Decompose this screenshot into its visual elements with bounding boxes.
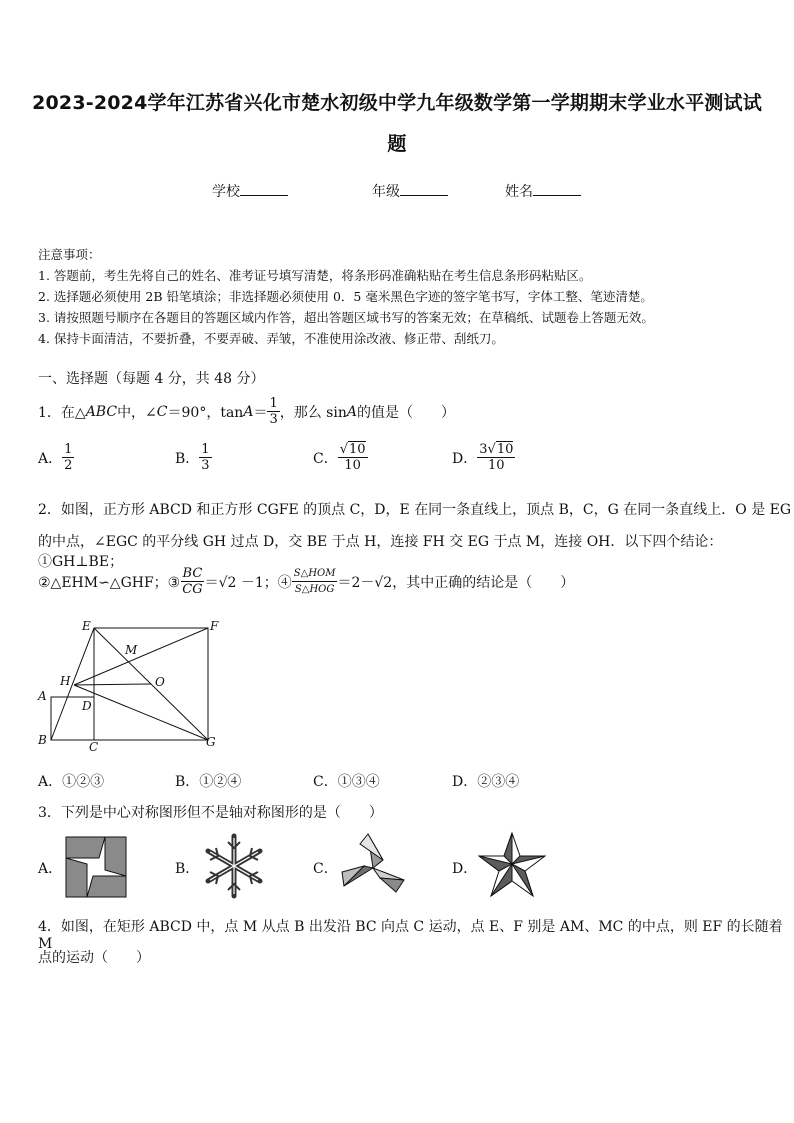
q1-option-d[interactable]: D． $\frac{3√10}{10}$: [452, 442, 514, 473]
notice-item: 4. 保持卡面清洁，不要折叠，不要弄破、弄皱，不准使用涂改液、修正带、刮纸刀。: [38, 331, 504, 346]
notice-item: 2. 选择题必须使用 2B 铅笔填涂；非选择题必须使用 0．5 毫米黑色字迹的签字笔书写，字体工整、笔迹清楚。: [38, 289, 653, 304]
three-blade-figure[interactable]: [338, 830, 408, 900]
star-figure[interactable]: [476, 830, 548, 900]
q2-option-a[interactable]: A．①②③: [38, 774, 105, 790]
question-4-line2: 点的运动（ ）: [38, 950, 150, 966]
bc-cg-fraction: $\frac{BC}{CG}$: [182, 566, 203, 597]
label-f: F: [210, 619, 219, 633]
question-2-line2: 的中点，∠EGC 的平分线 GH 过点 D，交 BE 于点 H，连接 FH 交 EG 于点 M，连接 OH．以下四个结论：①GH⊥BE；: [38, 534, 723, 570]
notice-item: 3. 请按照题号顺序在各题目的答题区域内作答，超出答题区域书写的答案无效；在草稿纸、试题卷上答题无效。: [38, 310, 654, 325]
page-title-continued: 题: [387, 133, 407, 155]
q3-option-a-label[interactable]: A．: [38, 861, 63, 877]
q2-geometry-figure: [34, 618, 224, 754]
question-2-line1: 2．如图，正方形 ABCD 和正方形 CGFE 的顶点 C，D，E 在同一条直线上，顶点 B，C，G 在同一条直线上．O 是 EG: [38, 502, 792, 518]
q3-option-c-label[interactable]: C．: [313, 861, 338, 877]
q3-option-b-label[interactable]: B．: [175, 861, 200, 877]
pinwheel-square-figure[interactable]: [65, 836, 127, 898]
q2-option-c[interactable]: C．①③④: [313, 774, 380, 790]
area-ratio-fraction: $\frac{\text{S△HOM}}{\text{S△HOG}}$: [293, 568, 336, 595]
question-1: 1．在△ ABC 中，∠ C ＝90°，tan A ＝ $\frac{1}{3}$ ，那么 sin A 的值是（ ）: [38, 396, 455, 427]
question-2-line3: ②△EHM∽△GHF；③ $\frac{BC}{CG}$ ＝√2 －1；④ $\frac{\text{S△HOM}}{\text{S△HOG}}$ ＝2－√2，其中正确的结论是（ ）: [38, 566, 575, 597]
label-d: D: [82, 699, 92, 713]
grade-field: 年级: [372, 181, 448, 201]
name-field: 姓名: [505, 181, 581, 201]
snowflake-figure[interactable]: [200, 832, 268, 900]
label-a: A: [38, 689, 47, 703]
label-c: C: [89, 740, 99, 754]
school-field: 学校: [212, 181, 288, 201]
label-m: M: [125, 643, 138, 657]
section-heading: 一、选择题（每题 4 分，共 48 分）: [38, 371, 265, 387]
page-title: 2023-2024学年江苏省兴化市楚水初级中学九年级数学第一学期期末学业水平测试试: [32, 92, 762, 114]
question-4-line1: 4．如图，在矩形 ABCD 中，点 M 从点 B 出发沿 BC 向点 C 运动，点 E、F 别是 AM、MC 的中点，则 EF 的长随着 M: [38, 919, 783, 952]
q1-option-c[interactable]: C． $\frac{√10}{10}$: [313, 442, 366, 473]
q1-option-b[interactable]: B． $\frac{1}{3}$: [175, 442, 210, 473]
label-h: H: [60, 674, 71, 688]
label-g: G: [206, 735, 216, 749]
q2-option-b[interactable]: B．①②④: [175, 774, 242, 790]
q1-option-a[interactable]: A． $\frac{1}{2}$: [38, 442, 73, 473]
notice-section: [38, 244, 654, 349]
label-o: O: [155, 675, 165, 689]
notice-heading: 注意事项：: [38, 247, 101, 262]
label-b: B: [38, 733, 47, 747]
tan-fraction: $\frac{1}{3}$: [269, 396, 278, 427]
q3-option-d-label[interactable]: D．: [452, 861, 478, 877]
label-e: E: [82, 619, 91, 633]
notice-item: 1. 答题前，考生先将自己的姓名、准考证号填写清楚，将条形码准确粘贴在考生信息条形码粘贴区。: [38, 268, 592, 283]
q2-option-d[interactable]: D．②③④: [452, 774, 520, 790]
question-3: 3．下列是中心对称图形但不是轴对称图形的是（ ）: [38, 805, 383, 821]
